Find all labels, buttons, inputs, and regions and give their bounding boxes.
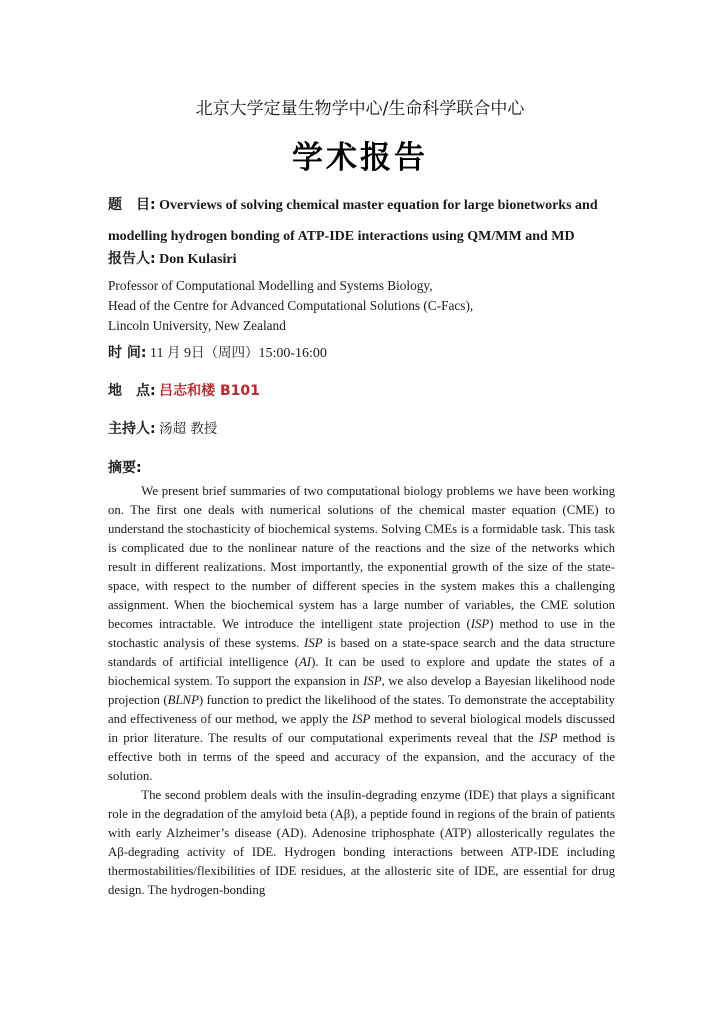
- topic-text: Overviews of solving chemical master equation for large bionetworks and modelling hydrogen bonding of ATP-IDE interactions using QM/MM and MD: [108, 198, 598, 244]
- center-header: 北京大学定量生物学中心/生命科学联合中心: [195, 99, 525, 119]
- abstract-paragraph-2: The second problem deals with the insulin-degrading enzyme (IDE) that plays a significant role in the degradation of the amyloid beta (Aβ), a peptide found in regions of the brain of patients with early Alzheimer’s disease (AD). Adenosine triphosphate (ATP) allosterically regulates the Aβ-degrading activity of IDE. Hydrogen bonding interactions between ATP-IDE including thermostabilities/flexibilities of IDE residues, at the allosteric site of IDE, are essential for drug design. The hydrogen-bonding: [108, 788, 615, 897]
- abstract-text: is based on a state-space search and the data structure standards of artificial intelligence (: [108, 636, 615, 669]
- abstract-term: ISP: [351, 712, 371, 726]
- abstract-label: 摘要:: [108, 460, 142, 476]
- time-day-weekday: 日（周四）: [190, 345, 259, 361]
- time-hours: 15:00-16:00: [258, 346, 327, 361]
- time-block: [108, 343, 615, 364]
- host-label: 主持人:: [108, 421, 156, 437]
- abstract-paragraph-1: [108, 482, 615, 786]
- speaker-label: 报告人:: [108, 251, 156, 267]
- host-value: 汤超 教授: [159, 421, 218, 437]
- abstract-term: ISP: [538, 731, 558, 745]
- place-label: 地 点:: [108, 383, 156, 399]
- abstract-term: ISP: [470, 617, 490, 631]
- affiliation-line: Head of the Centre for Advanced Computational Solutions (C-Facs),: [108, 298, 474, 313]
- abstract-text: ). It can be used to explore and update the states of a biochemical system. To support the expansion in: [108, 655, 615, 688]
- time-label: 时 间:: [108, 345, 147, 361]
- abstract-text: ) function to predict the likelihood of the states. To demonstrate the acceptability and effectiveness of our method, we apply the: [108, 693, 616, 726]
- place-block: [108, 381, 615, 402]
- speaker-affiliation: [108, 276, 615, 336]
- abstract-text: We present brief summaries of two computational biology problems we have been working on. The first one deals with numerical solutions of the chemical master equation (CME) to understand the stochasticity of biochemical systems. Solving CMEs is a formidable task. This task is complicated due to the nonlinear nature of the reactions and the size of the networks which result in different realizations. Most importantly, the exponential growth of the size of the state-space, with respect to the number of different species in the system makes this a challenging assignment. When the biochemical system has a large number of variables, the CME solution becomes intractable. We introduce the intelligent state projection (: [108, 484, 615, 631]
- affiliation-line: Lincoln University, New Zealand: [108, 318, 286, 333]
- abstract-text: ) method to use in the stochastic analysis of these systems.: [108, 617, 615, 650]
- abstract-term: BLNP: [167, 693, 199, 707]
- abstract-term: ISP: [363, 674, 382, 688]
- page-title: 学术报告: [292, 140, 428, 176]
- abstract-term: ISP: [304, 636, 323, 650]
- topic-block: [108, 190, 615, 252]
- affiliation-line: Professor of Computational Modelling and Systems Biology,: [108, 278, 433, 293]
- host-block: [108, 419, 615, 440]
- time-month-num: 11: [149, 346, 164, 361]
- topic-label: 题 目:: [108, 197, 156, 213]
- time-month-char: 月: [166, 345, 181, 361]
- abstract-text: method is effective both in terms of the speed and accuracy of the expansion, and the accuracy of the solution.: [108, 731, 615, 783]
- speaker-block: [108, 249, 615, 270]
- abstract-text: method to several biological models discussed in prior literature. The results of our computational experiments reveal that the: [108, 712, 616, 745]
- time-day-num: 9: [183, 346, 191, 361]
- speaker-name: Don Kulasiri: [159, 252, 237, 267]
- abstract-body: [108, 482, 615, 900]
- abstract-heading: [108, 458, 615, 479]
- abstract-text: , we also develop a Bayesian likelihood node projection (: [108, 674, 615, 707]
- place-value: 吕志和楼 B101: [159, 383, 260, 399]
- abstract-term: AI: [298, 655, 312, 669]
